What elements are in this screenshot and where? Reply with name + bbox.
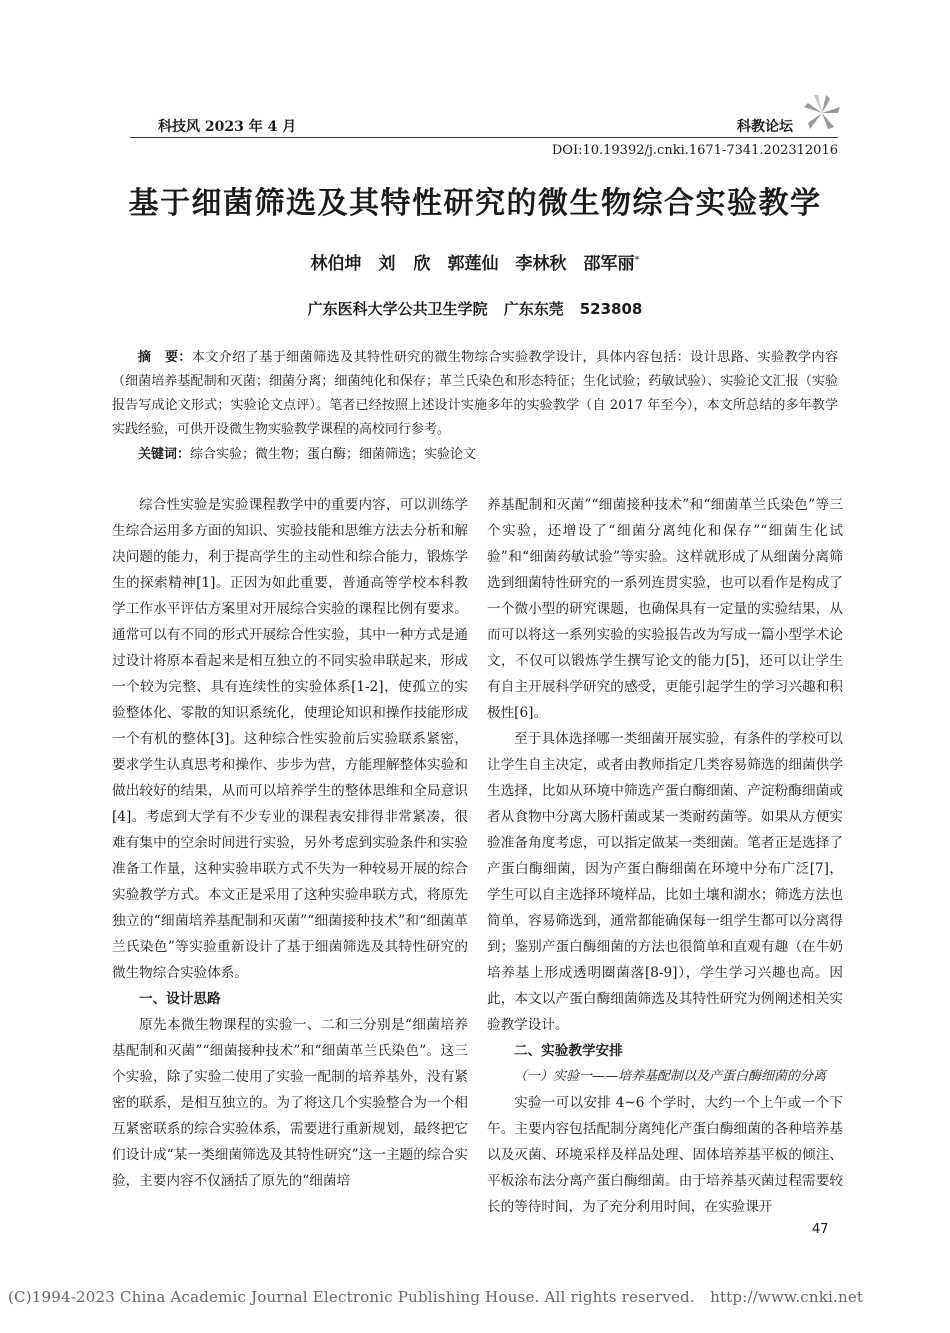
corresponding-author-mark: * (634, 254, 640, 266)
paragraph: 至于具体选择哪一类细菌开展实验，有条件的学校可以让学生自主决定，或者由教师指定几类容易筛选的细菌供学生选择，比如从环境中筛选产蛋白酶细菌、产淀粉酶细菌或者从食物中分离大肠杆菌或某一类耐药菌等。如果从方便实验准备角度考虑，可以指定做某一类细菌。笔者正是选择了产蛋白酶细菌，因为产蛋白酶细菌在环境中分布广泛[7]，学生可以自主选择环境样品，比如土壤和湖水；筛选方法也简单，容易筛选到，通常都能确保每一组学生都可以分离得到；鉴别产蛋白酶细菌的方法也很简单和直观有趣（在牛奶培养基上形成透明圈菌落[8-9]），学生学习兴趣也高。因此，本文以产蛋白酶细菌筛选及其特性研究为例阐述相关实验教学设计。 (487, 731, 843, 1033)
keywords-label: 关键词： (138, 447, 191, 462)
doi: DOI:10.19392/j.cnki.1671-7341.202312016 (551, 143, 838, 158)
column-name: 科教论坛 (737, 119, 793, 135)
body-column-right (487, 492, 843, 1220)
paragraph: 综合性实验是实验课程教学中的重要内容，可以训练学生综合运用多方面的知识、实验技能和思维方法去分析和解决问题的能力，利于提高学生的主动性和综合能力，锻炼学生的探索精神[1]。正因为如此重要，普通高等学校本科教学工作水平评估方案里对开展综合实验的课程比例有要求。通常可以有不同的形式开展综合性实验，其中一种方式是通过设计将原本看起来是相互独立的不同实验串联起来，形成一个较为完整、具有连续性的实验体系[1-2]，使孤立的实验整体化、零散的知识系统化，使理论知识和操作技能形成一个有机的整体[3]。这种综合性实验前后实验联系紧密，要求学生认真思考和操作、步步为营，方能理解整体实验和做出较好的结果，从而可以培养学生的整体思维和全局意识[4]。考虑到大学有不少专业的课程表安排得非常紧凑，很难有集中的空余时间进行实验，另外考虑到实验条件和实验准备工作量，这种实验串联方式不失为一种较易开展的综合实验教学方式。本文正是采用了这种实验串联方式，将原先独立的“细菌培养基配制和灭菌”“细菌接种技术”和“细菌革兰氏染色”等实验重新设计了基于细菌筛选及其特性研究的微生物综合实验体系。 (112, 497, 468, 981)
paragraph: 原先本微生物课程的实验一、二和三分别是“细菌培养基配制和灭菌”“细菌接种技术”和“细菌革兰氏染色”。这三个实验，除了实验二使用了实验一配制的培养基外，没有紧密的联系，是相互独立的。为了将这几个实验整合为一个相互紧密联系的综合实验体系，需要进行重新规划，最终把它们设计成“某一类细菌筛选及其特性研究”这一主题的综合实验，主要内容不仅涵括了原先的“细菌培 (112, 1017, 468, 1189)
affiliation-institution: 广东医科大学公共卫生学院 (307, 300, 488, 318)
copyright-notice: (C)1994-2023 China Academic Journal Electronic Publishing House. All rights reserved. http://www.cnki.net (8, 1288, 864, 1306)
authors: 林伯坤 刘 欣 郭莲仙 李林秋 邵军丽 (310, 254, 635, 274)
body-column-left (112, 492, 468, 1194)
section-heading: 二、实验教学安排 (514, 1043, 623, 1059)
paragraph: 实验一可以安排 4~6 个学时，大约一个上午或一个下午。主要内容包括配制分离纯化产蛋白酶细菌的各种培养基以及灭菌、环境采样及样品处理、固体培养基平板的倾注、平板涂布法分离产蛋白酶细菌。由于培养基灭菌过程需要较长的等待时间，为了充分利用时间，在实验课开 (487, 1095, 843, 1215)
keywords-text: 综合实验；微生物；蛋白酶；细菌筛选；实验论文 (190, 447, 477, 462)
header-rule (130, 137, 838, 138)
journal-logo-icon (802, 93, 842, 133)
keywords (112, 445, 838, 465)
affiliation-postcode: 523808 (579, 300, 643, 318)
paragraph: 养基配制和灭菌”“细菌接种技术”和“细菌革兰氏染色”等三个实验，还增设了“细菌分离纯化和保存”“细菌生化试验”和“细菌药敏试验”等实验。这样就形成了从细菌分离筛选到细菌特性研究的一系列连贯实验，也可以看作是构成了一个微小型的研究课题，也确保具有一定量的实验结果，从而可以将这一系列实验的实验报告改为写成一篇小型学术论文，不仅可以锻炼学生撰写论文的能力[5]，还可以让学生有自主开展科学研究的感受，更能引起学生的学习兴趣和积极性[6]。 (487, 497, 843, 721)
article-title: 基于细菌筛选及其特性研究的微生物综合实验教学 (128, 186, 822, 221)
page-number: 47 (812, 1222, 829, 1237)
subsection-heading: （一）实验一——培养基配制以及产蛋白酶细菌的分离 (514, 1069, 827, 1084)
abstract (112, 346, 838, 442)
section-heading: 一、设计思路 (139, 991, 221, 1007)
abstract-text: 本文介绍了基于细菌筛选及其特性研究的微生物综合实验教学设计，具体内容包括：设计思路、实验教学内容（细菌培养基配制和灭菌；细菌分离；细菌纯化和保存；革兰氏染色和形态特征；生化试验；药敏试验）、实验论文汇报（实验报告写成论文形式；实验论文点评）。笔者已经按照上述设计实施多年的实验教学（自 2017 年至今），本文所总结的多年教学实践经验，可供开设微生物实验教学课程的高校同行参考。 (112, 350, 838, 437)
journal-issue: 科技风 2023 年 4 月 (158, 119, 297, 135)
abstract-label: 摘 要： (138, 350, 192, 365)
author-list (0, 249, 950, 274)
affiliation (0, 298, 950, 319)
affiliation-city: 广东东莞 (503, 300, 564, 318)
